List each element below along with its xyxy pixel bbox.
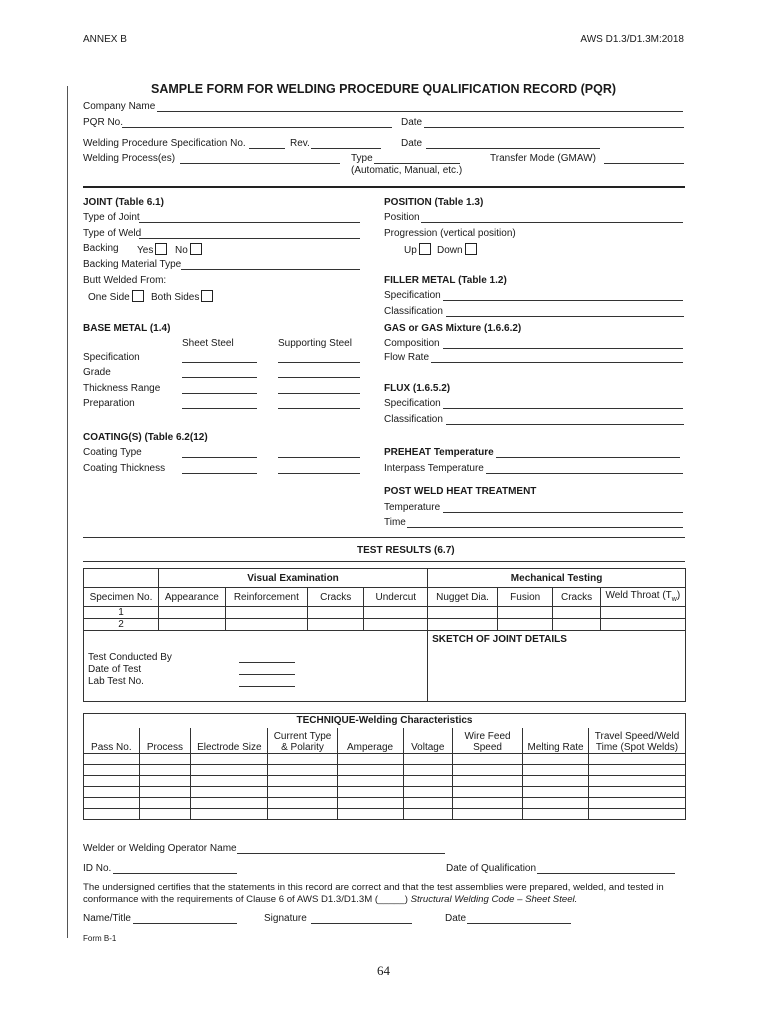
wire-feed-header: [452, 728, 522, 754]
transfer-mode-field[interactable]: [604, 163, 684, 164]
flux-class-label: Classification: [384, 414, 443, 425]
annex-label: ANNEX B: [83, 34, 127, 45]
flux-class-field[interactable]: [446, 424, 684, 425]
one-side-checkbox[interactable]: [132, 290, 144, 302]
weld-throat-close: ): [676, 589, 681, 601]
name-title-field[interactable]: [133, 923, 237, 924]
coating-thickness-sheet-field[interactable]: [182, 473, 257, 474]
cell[interactable]: [403, 776, 452, 787]
test-results-table: [83, 568, 686, 702]
melting-rate-header: [523, 728, 589, 754]
appearance-col-header: Appearance: [158, 588, 225, 607]
cell[interactable]: [191, 765, 268, 776]
name-title-label: Name/Title: [83, 913, 131, 924]
cell[interactable]: [268, 776, 337, 787]
base-spec-support-field[interactable]: [278, 362, 360, 363]
cell[interactable]: [523, 809, 589, 820]
backing-material-label: Backing Material Type: [83, 259, 182, 270]
base-prep-support-field[interactable]: [278, 408, 360, 409]
signature-label: Signature: [264, 913, 307, 924]
cell[interactable]: [191, 787, 268, 798]
backing-no: [175, 243, 202, 256]
page-number: 64: [377, 963, 390, 978]
weld-throat-sub: w: [671, 595, 677, 603]
gas-title: GAS or GAS Mixture (1.6.6.2): [384, 323, 522, 334]
position-title: POSITION (Table 1.3): [384, 197, 484, 208]
coating-type-sheet-field[interactable]: [182, 457, 257, 458]
electrode-size-header: [191, 728, 268, 754]
cell[interactable]: [452, 765, 522, 776]
cell[interactable]: [337, 798, 403, 809]
backing-yes: [137, 243, 167, 256]
cell[interactable]: [268, 787, 337, 798]
cell[interactable]: [191, 798, 268, 809]
filler-spec-field[interactable]: [443, 300, 683, 301]
test-results-title: TEST RESULTS (6.7): [357, 545, 455, 556]
gas-flow-field[interactable]: [431, 362, 683, 363]
cell[interactable]: [158, 619, 225, 631]
date2-label: Date: [401, 138, 423, 149]
nugget-col-header: Nugget Dia.: [428, 588, 498, 607]
conducted-by-field[interactable]: [239, 662, 295, 663]
rev-label: Rev.: [290, 138, 310, 149]
section-divider: [83, 186, 685, 188]
operator-label: Welder or Welding Operator Name: [83, 843, 237, 854]
mech-cracks-col-header: Cracks: [553, 588, 600, 607]
base-spec-label: Specification: [83, 352, 140, 363]
cell[interactable]: [452, 787, 522, 798]
cell[interactable]: [600, 607, 685, 619]
amperage-label: Amperage: [346, 742, 394, 753]
gas-composition-label: Composition: [384, 338, 440, 349]
pqr-no-label: PQR No.: [83, 117, 124, 128]
cell[interactable]: [523, 787, 589, 798]
cell[interactable]: [452, 809, 522, 820]
fusion-col-header: Fusion: [497, 588, 552, 607]
specimen-col-header: Specimen No.: [84, 588, 159, 607]
cell[interactable]: [191, 809, 268, 820]
one-side: [88, 290, 144, 303]
voltage-header: [403, 728, 452, 754]
cell[interactable]: [589, 798, 686, 809]
form-number: Form B-1: [83, 934, 117, 943]
cell[interactable]: [84, 765, 140, 776]
cell[interactable]: [139, 765, 191, 776]
down-label: Down: [437, 245, 463, 256]
cell[interactable]: [452, 754, 522, 765]
cell[interactable]: [307, 619, 364, 631]
cell[interactable]: [225, 607, 307, 619]
test-info-labels: [88, 652, 172, 688]
filler-class-field[interactable]: [446, 316, 684, 317]
cell[interactable]: [403, 809, 452, 820]
yes-checkbox[interactable]: [155, 243, 167, 255]
pwht-temp-field[interactable]: [443, 512, 683, 513]
coating-type-support-field[interactable]: [278, 457, 360, 458]
backing-material-field[interactable]: [181, 269, 360, 270]
standard-label: AWS D1.3/D1.3M:2018: [580, 34, 684, 45]
test-info-cell: [84, 631, 428, 702]
cell[interactable]: [523, 776, 589, 787]
cell[interactable]: [589, 776, 686, 787]
type-of-weld-label: Type of Weld: [83, 228, 142, 239]
filler-spec-label: Specification: [384, 290, 441, 301]
specimen-1: 1: [84, 607, 159, 619]
cell[interactable]: [553, 619, 600, 631]
form-title: SAMPLE FORM FOR WELDING PROCEDURE QUALIFICATION RECORD (PQR): [151, 82, 617, 96]
cell[interactable]: [600, 619, 685, 631]
base-grade-sheet-field[interactable]: [182, 377, 257, 378]
cell[interactable]: [364, 619, 428, 631]
base-spec-sheet-field[interactable]: [182, 362, 257, 363]
lab-test-field[interactable]: [239, 686, 295, 687]
operator-field[interactable]: [237, 853, 445, 854]
cell[interactable]: [139, 776, 191, 787]
cert-line-2-text: conformance with the requirements of Clause 6 of AWS D1.3/D1.3M (_____): [83, 894, 411, 905]
technique-table: [83, 713, 686, 820]
down-option: [437, 243, 477, 256]
pwht-time-label: Time: [384, 517, 406, 528]
certification-line-2: [83, 894, 577, 905]
margin-line: [67, 86, 68, 938]
base-prep-sheet-field[interactable]: [182, 408, 257, 409]
cell[interactable]: [589, 754, 686, 765]
cell[interactable]: [84, 787, 140, 798]
coatings-title: COATING(S) (Table 6.2(12): [83, 432, 208, 443]
cell[interactable]: [364, 607, 428, 619]
base-grade-label: Grade: [83, 367, 111, 378]
cell[interactable]: [403, 754, 452, 765]
cell[interactable]: [337, 787, 403, 798]
travel-speed-label: Travel Speed/Weld: [594, 731, 680, 742]
mechanical-testing-header: Mechanical Testing: [428, 569, 686, 588]
id-no-field[interactable]: [113, 873, 237, 874]
pwht-time-field[interactable]: [407, 527, 683, 528]
flux-spec-field[interactable]: [443, 408, 683, 409]
coating-type-label: Coating Type: [83, 447, 142, 458]
coating-thickness-label: Coating Thickness: [83, 463, 166, 474]
no-checkbox[interactable]: [190, 243, 202, 255]
cell[interactable]: [139, 798, 191, 809]
joint-title: JOINT (Table 6.1): [83, 197, 164, 208]
process-label: Welding Process(es): [83, 153, 176, 164]
cell[interactable]: [191, 754, 268, 765]
reinforcement-col-header: Reinforcement: [225, 588, 307, 607]
polarity-label: & Polarity: [281, 742, 324, 753]
cell[interactable]: [225, 619, 307, 631]
footer-date-field[interactable]: [467, 923, 571, 924]
cell[interactable]: [337, 776, 403, 787]
footer-date-label: Date: [445, 913, 467, 924]
date-qual-label: Date of Qualification: [446, 863, 537, 874]
cell[interactable]: [337, 765, 403, 776]
pass-no-header: [84, 728, 140, 754]
cell[interactable]: [403, 765, 452, 776]
cell[interactable]: [268, 798, 337, 809]
current-type-label: Current Type: [273, 731, 332, 742]
filler-class-label: Classification: [384, 306, 443, 317]
wire-feed-label: Wire Feed: [464, 731, 511, 742]
pass-no-label: Pass No.: [91, 742, 132, 753]
date-of-test-label: Date of Test: [88, 664, 142, 675]
date-of-test-field[interactable]: [239, 674, 295, 675]
conducted-by-label: Test Conducted By: [88, 652, 172, 663]
id-no-label: ID No.: [83, 863, 112, 874]
weld-throat-col-header: [600, 588, 685, 607]
electrode-size-label: Electrode Size: [197, 742, 262, 753]
travel-speed-header: [589, 728, 686, 754]
wps-no-label: Welding Procedure Specification No.: [83, 138, 246, 149]
progression-label: Progression (vertical position): [384, 228, 516, 239]
cell[interactable]: [139, 754, 191, 765]
cell[interactable]: [523, 754, 589, 765]
interpass-field[interactable]: [486, 473, 683, 474]
test-results-divider-top: [83, 537, 685, 538]
cell[interactable]: [452, 798, 522, 809]
cell[interactable]: [428, 619, 498, 631]
cell[interactable]: [589, 765, 686, 776]
type-of-weld-field[interactable]: [139, 238, 360, 239]
one-side-label: One Side: [88, 292, 130, 303]
sketch-cell[interactable]: [428, 631, 686, 702]
butt-welded-label: Butt Welded From:: [83, 275, 167, 286]
current-type-header: [268, 728, 337, 754]
position-label: Position: [384, 212, 420, 223]
interpass-label: Interpass Temperature: [384, 463, 484, 474]
no-label: No: [175, 245, 188, 256]
pwht-temp-label: Temperature: [384, 502, 441, 513]
backing-label: Backing: [83, 243, 119, 254]
cell[interactable]: [139, 787, 191, 798]
melting-rate-label: Melting Rate: [527, 742, 584, 753]
date-qual-field[interactable]: [537, 873, 675, 874]
cell[interactable]: [84, 754, 140, 765]
certification-line-1: The undersigned certifies that the statements in this record are correct and that the test assemblies were prepared, welded, and tested in: [83, 882, 664, 893]
type-note: (Automatic, Manual, etc.): [351, 165, 463, 176]
cell[interactable]: [553, 607, 600, 619]
cell[interactable]: [268, 765, 337, 776]
filler-title: FILLER METAL (Table 1.2): [384, 275, 507, 286]
cell[interactable]: [268, 754, 337, 765]
process-header: [139, 728, 191, 754]
sheet-steel-header: Sheet Steel: [182, 338, 234, 349]
position-field[interactable]: [421, 222, 683, 223]
cell[interactable]: [523, 798, 589, 809]
type-of-joint-label: Type of Joint: [83, 212, 140, 223]
rev-field[interactable]: [311, 148, 381, 149]
company-name-field[interactable]: [157, 111, 683, 112]
company-name-label: Company Name: [83, 101, 156, 112]
cracks-col-header: Cracks: [307, 588, 364, 607]
base-thickness-support-field[interactable]: [278, 393, 360, 394]
date-field[interactable]: [424, 127, 684, 128]
cell[interactable]: [268, 809, 337, 820]
test-results-divider-bottom: [83, 561, 685, 562]
cell[interactable]: [307, 607, 364, 619]
spot-welds-label: Time (Spot Welds): [595, 742, 679, 753]
cell[interactable]: [139, 809, 191, 820]
process-label: Process: [146, 742, 183, 753]
date2-field[interactable]: [426, 148, 600, 149]
cell[interactable]: [158, 607, 225, 619]
cell[interactable]: [589, 787, 686, 798]
weld-throat-label: Weld Throat (T: [605, 589, 672, 601]
base-prep-label: Preparation: [83, 398, 135, 409]
cell[interactable]: [337, 809, 403, 820]
wps-no-field[interactable]: [249, 148, 285, 149]
signature-field[interactable]: [311, 923, 412, 924]
base-thickness-label: Thickness Range: [83, 383, 161, 394]
type-label: Type: [351, 153, 373, 164]
cell[interactable]: [428, 607, 498, 619]
base-thickness-sheet-field[interactable]: [182, 393, 257, 394]
cell[interactable]: [84, 809, 140, 820]
supporting-steel-header: Supporting Steel: [278, 338, 352, 349]
sketch-label: SKETCH OF JOINT DETAILS: [432, 634, 567, 645]
yes-label: Yes: [137, 245, 154, 256]
process-field[interactable]: [180, 163, 340, 164]
preheat-label: PREHEAT Temperature: [384, 447, 494, 458]
both-sides-checkbox[interactable]: [201, 290, 213, 302]
amperage-header: [337, 728, 403, 754]
voltage-label: Voltage: [411, 742, 445, 753]
cell[interactable]: [337, 754, 403, 765]
up-checkbox[interactable]: [419, 243, 431, 255]
speed-label: Speed: [473, 742, 502, 753]
cell[interactable]: [523, 765, 589, 776]
visual-exam-header: Visual Examination: [158, 569, 427, 588]
pqr-no-field[interactable]: [122, 127, 392, 128]
both-sides: [151, 290, 213, 303]
up-label: Up: [404, 245, 417, 256]
specimen-2: 2: [84, 619, 159, 631]
type-field[interactable]: [374, 163, 460, 164]
cell[interactable]: [84, 776, 140, 787]
flux-spec-label: Specification: [384, 398, 441, 409]
technique-title: TECHNIQUE-Welding Characteristics: [84, 714, 686, 728]
date-label: Date: [401, 117, 423, 128]
gas-flow-label: Flow Rate: [384, 352, 430, 363]
code-title: Structural Welding Code – Sheet Steel.: [410, 894, 578, 905]
down-checkbox[interactable]: [465, 243, 477, 255]
cell[interactable]: [497, 607, 552, 619]
cell[interactable]: [84, 798, 140, 809]
both-sides-label: Both Sides: [151, 292, 200, 303]
type-of-joint-field[interactable]: [139, 222, 360, 223]
undercut-col-header: Undercut: [364, 588, 428, 607]
gas-composition-field[interactable]: [443, 348, 683, 349]
cell[interactable]: [403, 787, 452, 798]
cell[interactable]: [497, 619, 552, 631]
up-option: [404, 243, 431, 256]
cell[interactable]: [589, 809, 686, 820]
cell[interactable]: [403, 798, 452, 809]
transfer-mode-label: Transfer Mode (GMAW): [490, 153, 596, 164]
cell[interactable]: [191, 776, 268, 787]
cell[interactable]: [452, 776, 522, 787]
flux-title: FLUX (1.6.5.2): [384, 383, 451, 394]
preheat-field[interactable]: [496, 457, 680, 458]
coating-thickness-support-field[interactable]: [278, 473, 360, 474]
pwht-title: POST WELD HEAT TREATMENT: [384, 486, 537, 497]
spacer-cell: [84, 569, 159, 588]
base-grade-support-field[interactable]: [278, 377, 360, 378]
lab-test-label: Lab Test No.: [88, 676, 144, 687]
base-metal-title: BASE METAL (1.4): [83, 323, 171, 334]
